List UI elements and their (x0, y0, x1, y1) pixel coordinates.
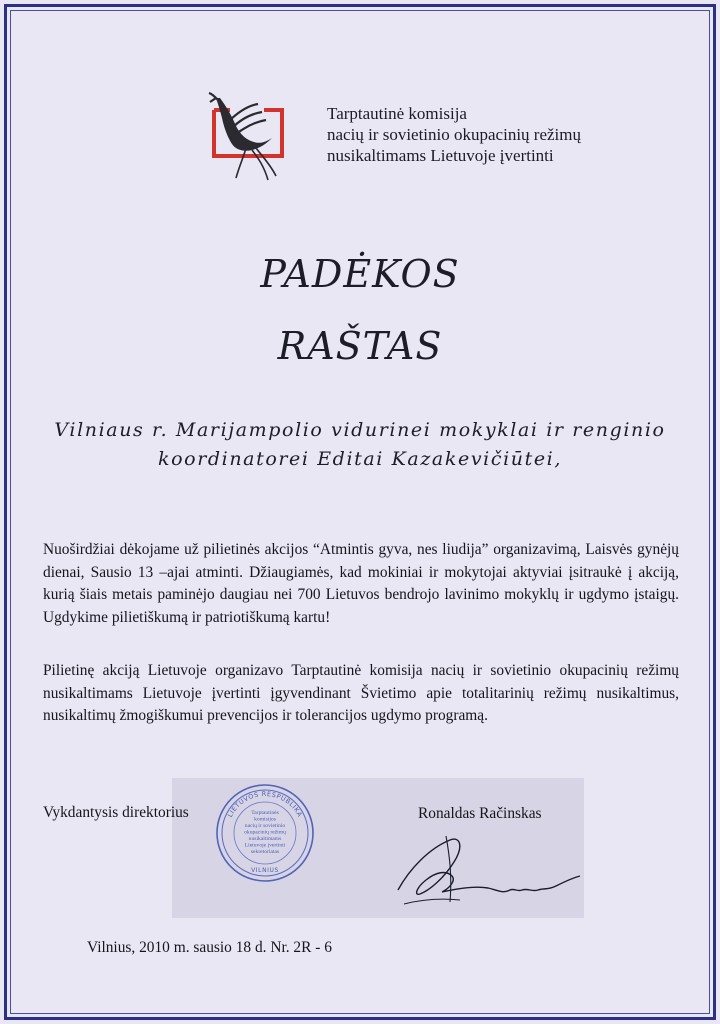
recipient-line-2: koordinatorei Editai Kazakevičiūtei, (158, 448, 562, 470)
organization-line-1: Tarptautinė komisija (327, 104, 467, 123)
body-paragraph-2: Pilietinę akciją Lietuvoje organizavo Tarptautinė komisija nacių ir sovietinio okupacinių režimų nusikaltimams Lietuvoje įvertinti įgyvendinant Švietimo apie totalitarinių režimų nusikaltimus, nusikaltimų žmogiškumui prevencijos ir tolerancijos ugdymo programą. (43, 662, 679, 724)
certificate-title-line-1: PADĖKOS (260, 252, 460, 296)
signature-icon (380, 828, 590, 918)
director-position-label: Vykdantysis direktorius (43, 804, 189, 821)
stamp-center-line-3: nacių ir sovietinio (244, 823, 286, 829)
stamp-bottom-text: VILNIUS (251, 867, 279, 874)
organization-line-2: nacių ir sovietinio okupacinių režimų (327, 125, 581, 144)
stamp-center-line-6: Lietuvoje įvertinti (244, 842, 286, 849)
certificate-title-line-2: RAŠTAS (277, 324, 443, 368)
stamp-center-line-1: Tarptautinės (251, 810, 279, 816)
stamp-top-arc-text: LIETUVOS RESPUBLIKA (225, 789, 305, 819)
stamp-center-line-2: komisijos (254, 816, 276, 823)
stork-logo-icon (206, 92, 294, 184)
stamp-center-line-4: okupacinių režimų (244, 829, 286, 836)
stamp-center-line-7: sekretoriatas (250, 849, 280, 855)
stamp-center-line-5: nusikaltimams (248, 836, 282, 842)
recipient-line-1: Vilniaus r. Marijampolio vidurinei mokyklai ir renginio (54, 419, 666, 441)
official-stamp-icon (214, 782, 316, 884)
director-name: Ronaldas Račinskas (418, 805, 542, 822)
organization-name (327, 103, 581, 166)
body-paragraph-1: Nuoširdžiai dėkojame už pilietinės akcijos “Atmintis gyva, nes liudija” organizavimą, Laisvės gynėjų dienai, Sausio 13 –ajai atminti. Džiaugiamės, kad mokiniai ir mokytojai aktyviai įsitraukė į akciją, kurią šiais metais paminėjo daugiau nei 700 Lietuvos bendrojo lavinimo mokyklų ir ugdymo įstaigų. Ugdykime pilietiškumą ir patriotiškumą kartu! (43, 541, 679, 626)
organization-line-3: nusikaltimams Lietuvoje įvertinti (327, 146, 554, 165)
place-date-number: Vilnius, 2010 m. sausio 18 d. Nr. 2R - 6 (87, 939, 332, 956)
recipient (40, 416, 680, 474)
